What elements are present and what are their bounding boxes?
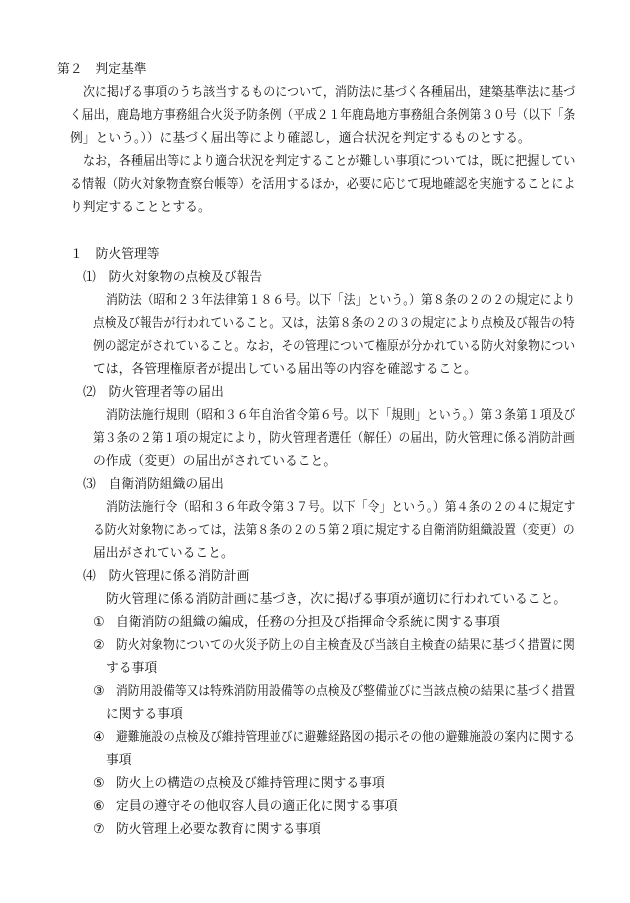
text-line: 防火上の構造の点検及び維持管理に関する事項 — [116, 776, 385, 791]
list-item-number: ⑤ — [93, 776, 105, 791]
list-item-number: ⑥ — [93, 799, 105, 814]
text-line: 次に掲げる事項のうち該当するものについて，消防法に基づく各種届出，建築基準法に基づ — [83, 85, 576, 100]
text-line: る防火対象物にあっては，法第８条の２の５第２項に規定する自衛消防組織設置（変更）の — [93, 523, 575, 538]
text-line: 消防法施行令（昭和３６年政令第３７号。以下「令」という。）第４条の２の４に規定す — [106, 500, 576, 515]
item-1-heading: １ 防火管理等 — [70, 247, 160, 262]
section-heading: 第２ 判定基準 — [57, 62, 147, 77]
subsection-1-heading: ⑴ 防火対象物の点検及び報告 — [83, 270, 263, 285]
subsection-4-heading: ⑷ 防火管理に係る消防計画 — [83, 569, 250, 584]
text-line: する事項 — [106, 661, 158, 676]
text-line: 消防法施行規則（昭和３６年自治省令第６号。以下「規則」という。）第３条第１項及び — [106, 408, 576, 423]
text-line: 自衛消防の組織の編成，任務の分担及び指揮命令系統に関する事項 — [116, 615, 500, 630]
text-line: 定員の遵守その他収容人員の適正化に関する事項 — [116, 799, 398, 814]
text-line: 消防用設備等又は特殊消防用設備等の点検及び整備並びに当該点検の結果に基づく措置 — [116, 684, 576, 699]
subsection-2-heading: ⑵ 防火管理者等の届出 — [83, 385, 224, 400]
list-item-number: ④ — [93, 730, 105, 745]
text-line: る情報（防火対象物査察台帳等）を活用するほか，必要に応じて現地確認を実施することによ — [70, 177, 576, 192]
subsection-3-heading: ⑶ 自衛消防組織の届出 — [83, 477, 224, 492]
list-item-number: ⑦ — [93, 822, 105, 837]
list-item-number: ③ — [93, 684, 105, 699]
text-line: 防火管理上必要な教育に関する事項 — [116, 822, 321, 837]
text-line: 防火対象物についての火災予防上の自主検査及び当該自主検査の結果に基づく措置に関 — [116, 638, 575, 653]
list-item-number: ② — [93, 638, 105, 653]
text-line: 避難施設の点検及び維持管理並びに避難経路図の掲示その他の避難施設の案内に関する — [116, 730, 576, 745]
text-line: の作成（変更）の届出がされていること。 — [93, 454, 337, 469]
list-item-number: ① — [93, 615, 105, 630]
text-line: 点検及び報告が行われていること。又は，法第８条の２の３の規定により点検及び報告の特 — [93, 316, 575, 331]
text-line: り判定することとする。 — [70, 200, 211, 215]
text-line: なお，各種届出等により適合状況を判定することが難しい事項については，既に把握してい — [83, 154, 576, 169]
text-line: 第３条の２第１項の規定により，防火管理者選任（解任）の届出，防火管理に係る消防計画 — [93, 431, 575, 446]
text-line: 届出がされていること。 — [93, 546, 234, 561]
text-line: 事項 — [106, 753, 132, 768]
text-line: 消防法（昭和２３年法律第１８６号。以下「法」という。）第８条の２の２の規定により — [106, 293, 576, 308]
text-line: 例の認定がされていること。なお，その管理について権原が分かれている防火対象物につい — [93, 339, 576, 354]
text-line: に関する事項 — [106, 707, 183, 722]
subsection-4-intro: 防火管理に係る消防計画に基づき，次に掲げる事項が適切に行われていること。 — [106, 592, 567, 607]
text-line: 例」という。））に基づく届出等により確認し，適合状況を判定するものとする。 — [70, 131, 531, 146]
text-line: く届出，鹿島地方事務組合火災予防条例（平成２１年鹿島地方事務組合条例第３０号（以下「条 — [70, 108, 576, 123]
text-line: ては，各管理権原者が提出している届出等の内容を確認すること。 — [93, 362, 477, 377]
